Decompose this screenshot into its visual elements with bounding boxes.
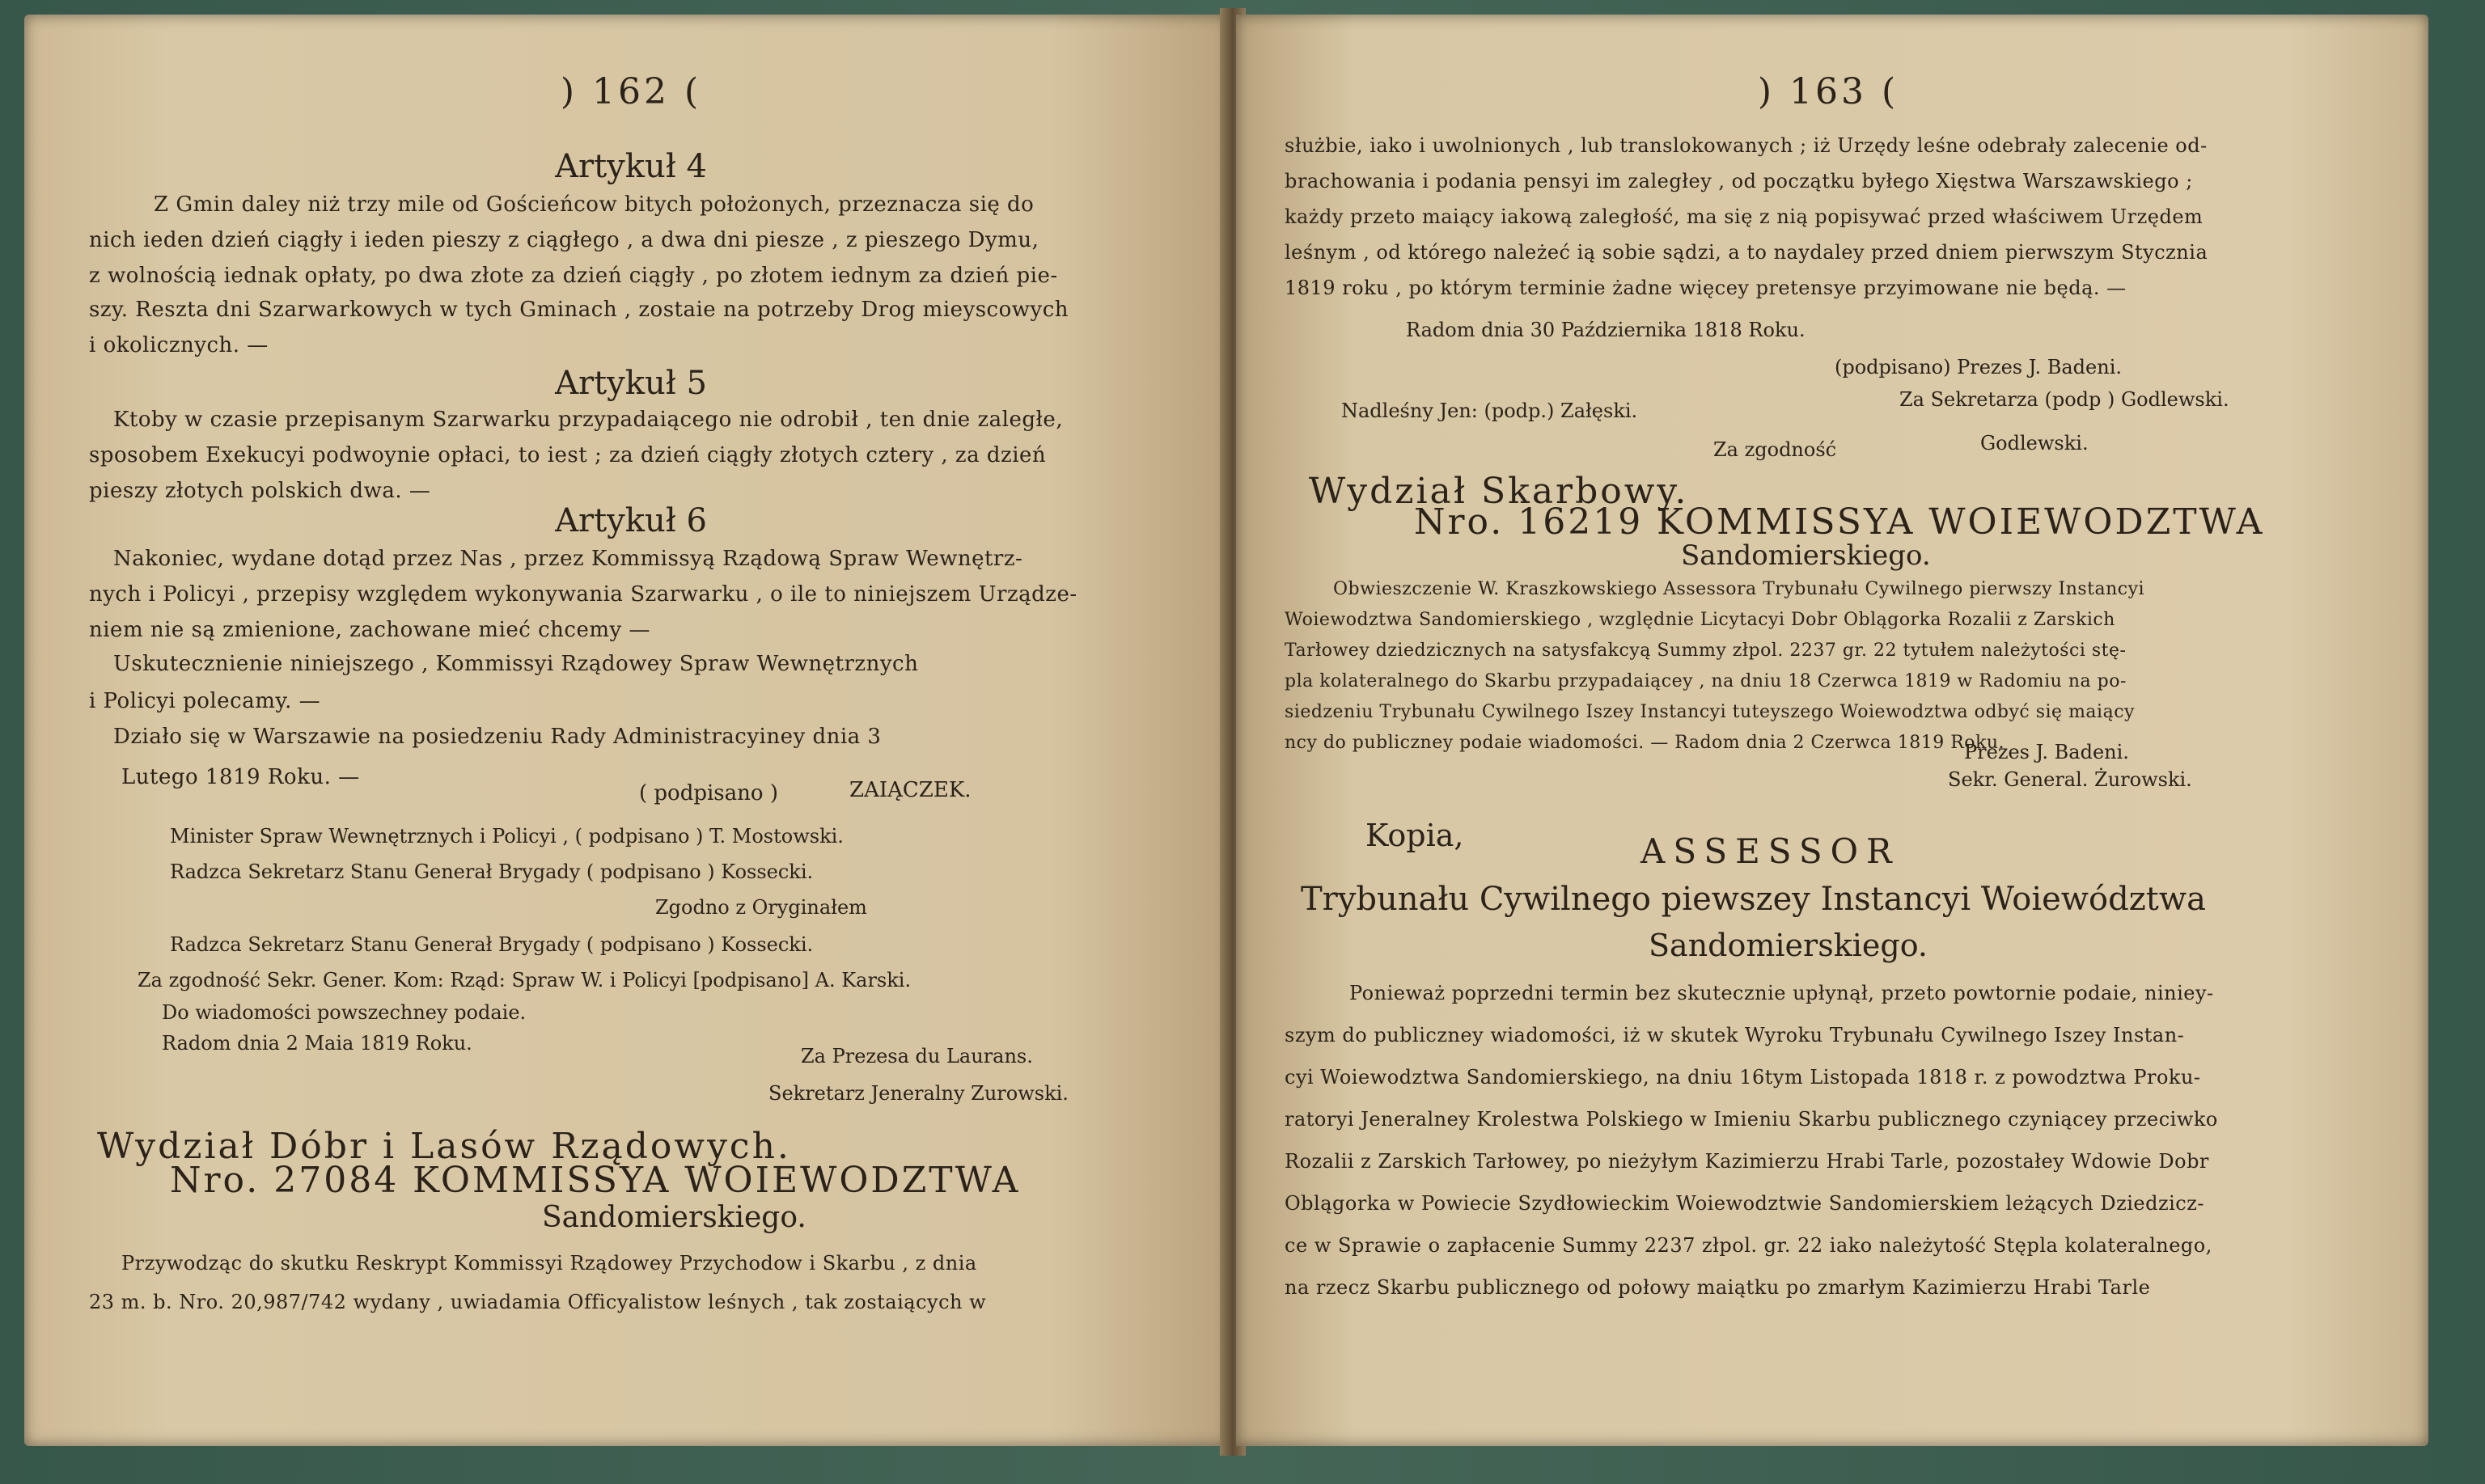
left-page [24, 15, 1230, 1446]
kopia: Kopia, [1365, 818, 1464, 853]
art6-line: niem nie są zmienione, zachowane mieć chcemy — [89, 618, 650, 642]
art4-line: i okolicznych. — [89, 333, 269, 357]
trybunal-heading: Trybunału Cywilnego piewszey Instancyi Woiewództwa [1301, 881, 2206, 918]
final-line: Przywodząc do skutku Reskrypt Kommissyi Rządowey Przychodow i Skarbu , z dnia [121, 1252, 977, 1275]
signature-line: Za zgodność Sekr. Gener. Kom: Rząd: Spraw W. i Policyi [podpisano] A. Karski. [138, 969, 912, 991]
signature-line: Minister Spraw Wewnętrznych i Policyi , ( podpisano ) T. Mostowski. [170, 825, 844, 848]
radom-date: Radom dnia 30 Października 1818 Roku. [1406, 319, 1806, 341]
section2-line: Tarłowey dziedzicznych na satysfakcyą Summy złpol. 2237 gr. 22 tytułem należytości stę- [1285, 641, 2127, 661]
godlewski: Godlewski. [1980, 432, 2089, 455]
signature-line: Radzca Sekretarz Stanu Generał Brygady ( podpisano ) Kossecki. [170, 933, 814, 956]
signature-podpisano: ( podpisano ) [639, 781, 778, 805]
art6-line: Nakoniec, wydane dotąd przez Nas , przez Kommissyą Rządową Spraw Wewnętrz- [113, 547, 1023, 571]
section2-line: pla kolateralnego do Skarbu przypadaiącey , na dniu 18 Czerwca 1819 w Radomiu na po- [1285, 671, 2127, 691]
nadlesny: Nadleśny Jen: (podp.) Załęski. [1341, 400, 1638, 422]
signature-line: Radom dnia 2 Maia 1819 Roku. [162, 1032, 472, 1055]
art6-line: Działo się w Warszawie na posiedzeniu Rady Administracyiney dnia 3 [113, 725, 882, 749]
final-line: ratoryi Jeneralney Krolestwa Polskiego w Imieniu Skarbu publicznego czyniącey przeciwko [1285, 1108, 2218, 1131]
section2-line: ncy do publiczney podaie wiadomości. — Radom dnia 2 Czerwca 1819 Roku. [1285, 733, 2005, 753]
art4-line: Z Gmin daley niż trzy mile od Gościeńcow bitych położonych, przeznacza się do [154, 192, 1035, 217]
prezes-badeni: Prezes J. Badeni. [1964, 741, 2129, 763]
signature-line: Radzca Sekretarz Stanu Generał Brygady ( podpisano ) Kossecki. [170, 860, 814, 883]
final-line: szym do publiczney wiadomości, iż w skutek Wyroku Trybunału Cywilnego Iszey Instan- [1285, 1024, 2185, 1046]
art6-line: i Policyi polecamy. — [89, 689, 321, 713]
final-line: Ponieważ poprzedni termin bez skutecznie upłynął, przeto powtornie podaie, niniey- [1349, 982, 2214, 1004]
section2-line: siedzeniu Trybunału Cywilnego Iszey Instancyi tuteyszego Woiewodztwa odbyć się maiący [1285, 702, 2135, 722]
final-line: Oblągorka w Powiecie Szydłowieckim Woiewodztwie Sandomierskiem leżących Dziedzicz- [1285, 1192, 2204, 1215]
signature-line: Do wiadomości powszechney podaie. [162, 1001, 527, 1024]
top-line: brachowania i podania pensyi im zaległey , od początku byłego Xięstwa Warszawskiego ; [1285, 170, 2193, 192]
top-line: leśnym , od którego należeć ią sobie sądzi, a to naydaley przed dniem pierwszym Stycznia [1285, 241, 2208, 264]
art4-line: z wolnością iednak opłaty, po dwa złote za dzień ciągły , po złotem iednym za dzień pie- [89, 264, 1058, 288]
right-page [1236, 15, 2428, 1446]
section-region: Sandomierskiego. [542, 1201, 806, 1234]
section2-line: Obwieszczenie W. Kraszkowskiego Assessora Trybunału Cywilnego pierwszy Instancyi [1333, 579, 2145, 599]
art4-line: szy. Reszta dni Szarwarkowych w tych Gminach , zostaie na potrzeby Drog mieyscowych [89, 298, 1069, 322]
final-line: cyi Woiewodztwa Sandomierskiego, na dniu 16tym Listopada 1818 r. z powodztwa Proku- [1285, 1066, 2201, 1089]
art6-line: nych i Policyi , przepisy względem wykonywania Szarwarku , o ile to niniejszem Urządze- [89, 582, 1077, 607]
section2-nro: Nro. 16219 KOMMISSYA WOIEWODZTWA [1414, 501, 2265, 543]
final-line: na rzecz Skarbu publicznego od połowy maiątku po zmarłym Kazimierzu Hrabi Tarle [1285, 1276, 2151, 1299]
section2-title: Wydział Skarbowy. [1309, 471, 1689, 512]
left-page-content [89, 15, 1173, 1446]
art6-line: Lutego 1819 Roku. — [121, 765, 360, 789]
art5-line: Ktoby w czasie przepisanym Szarwarku przypadaiącego nie odrobił , ten dnie zaległe, [113, 408, 1064, 432]
top-line: 1819 roku , po którym terminie żadne więcey pretensye przyimowane nie będą. — [1285, 277, 2127, 299]
assessor-heading: ASSESSOR [1640, 831, 1900, 871]
right-page-content [1285, 15, 2372, 1446]
final-line: Rozalii z Zarskich Tarłowey, po nieżyłym Kazimierzu Hrabi Tarle, pozostałey Wdowie Dobr [1285, 1150, 2209, 1173]
art4-line: nich ieden dzień ciągły i ieden pieszy z ciągłego , a dwa dni piesze , z pieszego Dymu, [89, 228, 1039, 252]
art6-line: Uskutecznienie niniejszego , Kommissyi Rządowey Spraw Wewnętrznych [113, 652, 919, 676]
section2-region: Sandomierskiego. [1681, 539, 1931, 572]
top-line: każdy przeto maiący iakową zaległość, ma się z nią popisywać przed właściwem Urzędem [1285, 205, 2203, 228]
za-zgodnosc: Za zgodność [1713, 438, 1837, 461]
sandomierskiego-heading: Sandomierskiego. [1649, 928, 1928, 963]
art5-line: pieszy złotych polskich dwa. — [89, 479, 431, 503]
signature-za-prezesa: Za Prezesa du Laurans. [801, 1045, 1033, 1068]
podpisano-prezes: (podpisano) Prezes J. Badeni. [1835, 356, 2123, 378]
heading-artykul-6: Artykuł 6 [555, 502, 707, 539]
final-line: ce w Sprawie o zapłacenie Summy 2237 złpol. gr. 22 iako należytość Stępla kolateralnego, [1285, 1234, 2212, 1257]
za-sekretarza: Za Sekretarza (podp ) Godlewski. [1899, 388, 2229, 411]
signature-zgodno: Zgodno z Oryginałem [655, 896, 867, 919]
heading-artykul-5: Artykuł 5 [555, 365, 707, 402]
signature-zalaczek: ZAIĄCZEK. [849, 778, 972, 802]
left-page-number: ) 162 ( [560, 71, 702, 112]
final-line: 23 m. b. Nro. 20,987/742 wydany , uwiadamia Officyalistow leśnych , tak zostaiących w [89, 1291, 987, 1313]
top-line: służbie, iako i uwolnionych , lub translokowanych ; iż Urzędy leśne odebrały zalecenie od- [1285, 134, 2208, 157]
section2-line: Woiewodztwa Sandomierskiego , względnie Licytacyi Dobr Oblągorka Rozalii z Zarskich [1285, 610, 2115, 630]
right-page-number: ) 163 ( [1757, 71, 1899, 112]
sekr-zurowski: Sekr. General. Żurowski. [1948, 768, 2192, 791]
heading-artykul-4: Artykuł 4 [555, 148, 707, 185]
signature-sekretarz: Sekretarz Jeneralny Zurowski. [768, 1082, 1069, 1105]
section-nro: Nro. 27084 KOMMISSYA WOIEWODZTWA [170, 1160, 1021, 1201]
section-title: Wydział Dóbr i Lasów Rządowych. [97, 1126, 791, 1167]
art5-line: sposobem Exekucyi podwoynie opłaci, to iest ; za dzień ciągły złotych cztery , za dzień [89, 443, 1047, 467]
